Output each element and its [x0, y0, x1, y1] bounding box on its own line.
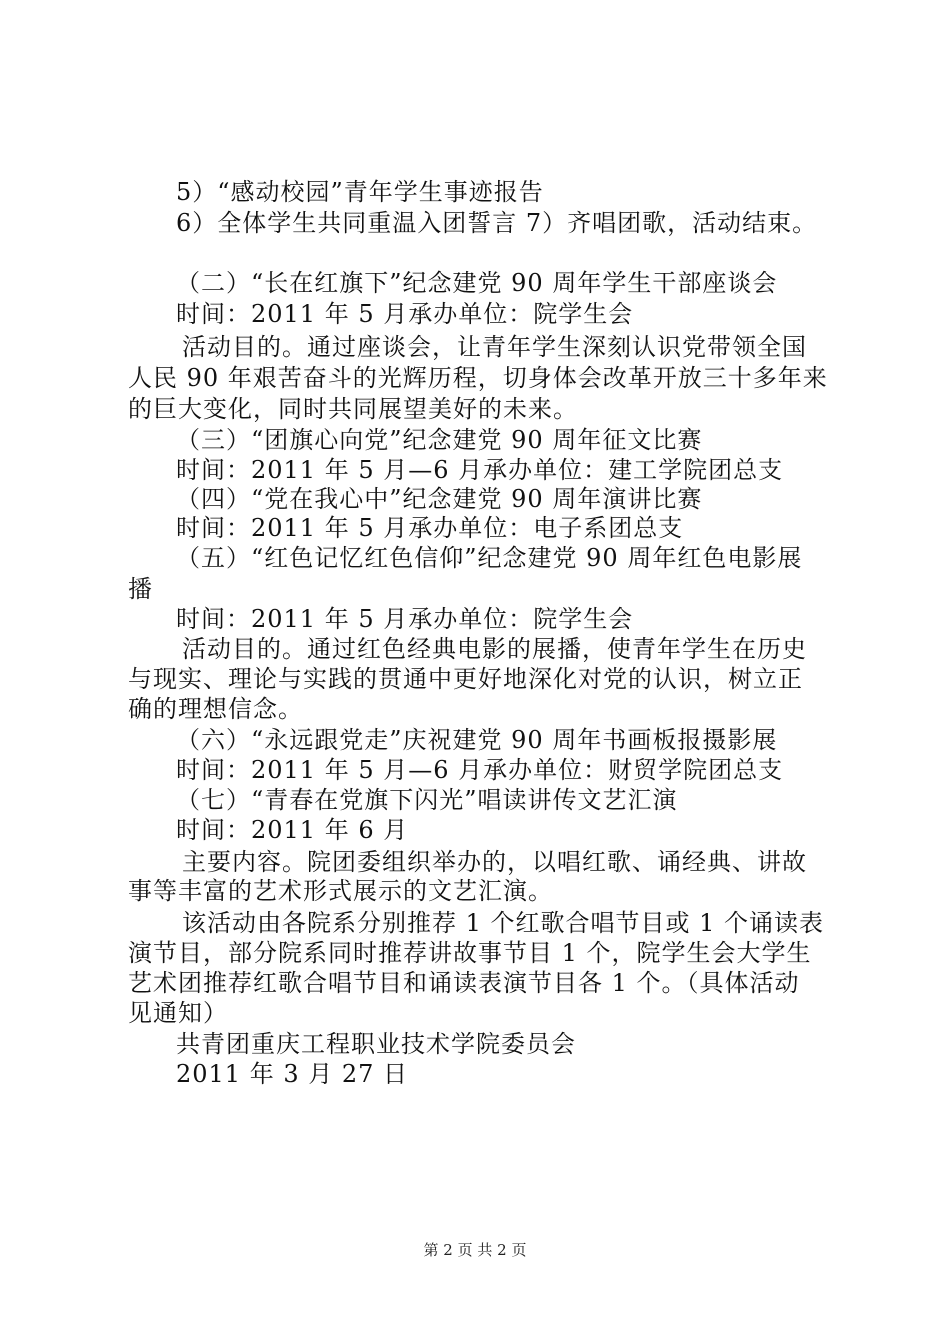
- section-2-purpose-line-1: 活动目的。通过座谈会，让青年学生深刻认识党带领全国: [182, 333, 807, 361]
- section-7-detail-line-1: 该活动由各院系分别推荐 1 个红歌合唱节目或 1 个诵读表: [182, 909, 825, 937]
- list-item-5: 5）“感动校园”青年学生事迹报告: [176, 178, 544, 206]
- section-2-purpose-line-2: 人民 90 年艰苦奋斗的光辉历程，切身体会改革开放三十多年来: [128, 364, 828, 392]
- section-7-heading: （七）“青春在党旗下闪光”唱读讲传文艺汇演: [176, 786, 678, 814]
- signature-date: 2011 年 3 月 27 日: [176, 1060, 409, 1088]
- section-6-time: 时间：2011 年 5 月—6 月承办单位：财贸学院团总支: [176, 756, 784, 784]
- section-3-time: 时间：2011 年 5 月—6 月承办单位：建工学院团总支: [176, 456, 784, 484]
- section-7-detail-line-4: 见通知）: [128, 999, 228, 1027]
- section-5-heading-line-1: （五）“红色记忆红色信仰”纪念建党 90 周年红色电影展: [176, 544, 803, 572]
- section-7-detail-line-2: 演节目，部分院系同时推荐讲故事节目 1 个，院学生会大学生: [128, 939, 812, 967]
- section-4-heading: （四）“党在我心中”纪念建党 90 周年演讲比赛: [176, 485, 703, 513]
- section-2-time: 时间：2011 年 5 月承办单位：院学生会: [176, 300, 634, 328]
- signature-organization: 共青团重庆工程职业技术学院委员会: [176, 1030, 576, 1058]
- section-2-heading: （二）“长在红旗下”纪念建党 90 周年学生干部座谈会: [176, 269, 778, 297]
- list-item-6-7: 6）全体学生共同重温入团誓言 7）齐唱团歌，活动结束。: [176, 209, 818, 237]
- section-7-time: 时间：2011 年 6 月: [176, 816, 409, 844]
- section-7-content-line-2: 事等丰富的艺术形式展示的文艺汇演。: [128, 877, 553, 905]
- section-2-purpose-line-3: 的巨大变化，同时共同展望美好的未来。: [128, 395, 578, 423]
- section-5-purpose-line-3: 确的理想信念。: [128, 695, 303, 723]
- section-7-detail-line-3: 艺术团推荐红歌合唱节目和诵读表演节目各 1 个。（具体活动: [128, 969, 800, 997]
- section-6-heading: （六）“永远跟党走”庆祝建党 90 周年书画板报摄影展: [176, 726, 778, 754]
- section-7-content-line-1: 主要内容。院团委组织举办的，以唱红歌、诵经典、讲故: [182, 848, 807, 876]
- page-number-footer: 第 2 页 共 2 页: [423, 1241, 527, 1259]
- section-5-heading-line-2: 播: [128, 575, 153, 603]
- section-5-time: 时间：2011 年 5 月承办单位：院学生会: [176, 605, 634, 633]
- section-4-time: 时间：2011 年 5 月承办单位：电子系团总支: [176, 514, 684, 542]
- section-3-heading: （三）“团旗心向党”纪念建党 90 周年征文比赛: [176, 426, 703, 454]
- section-5-purpose-line-2: 与现实、理论与实践的贯通中更好地深化对党的认识，树立正: [128, 665, 803, 693]
- section-5-purpose-line-1: 活动目的。通过红色经典电影的展播，使青年学生在历史: [182, 635, 807, 663]
